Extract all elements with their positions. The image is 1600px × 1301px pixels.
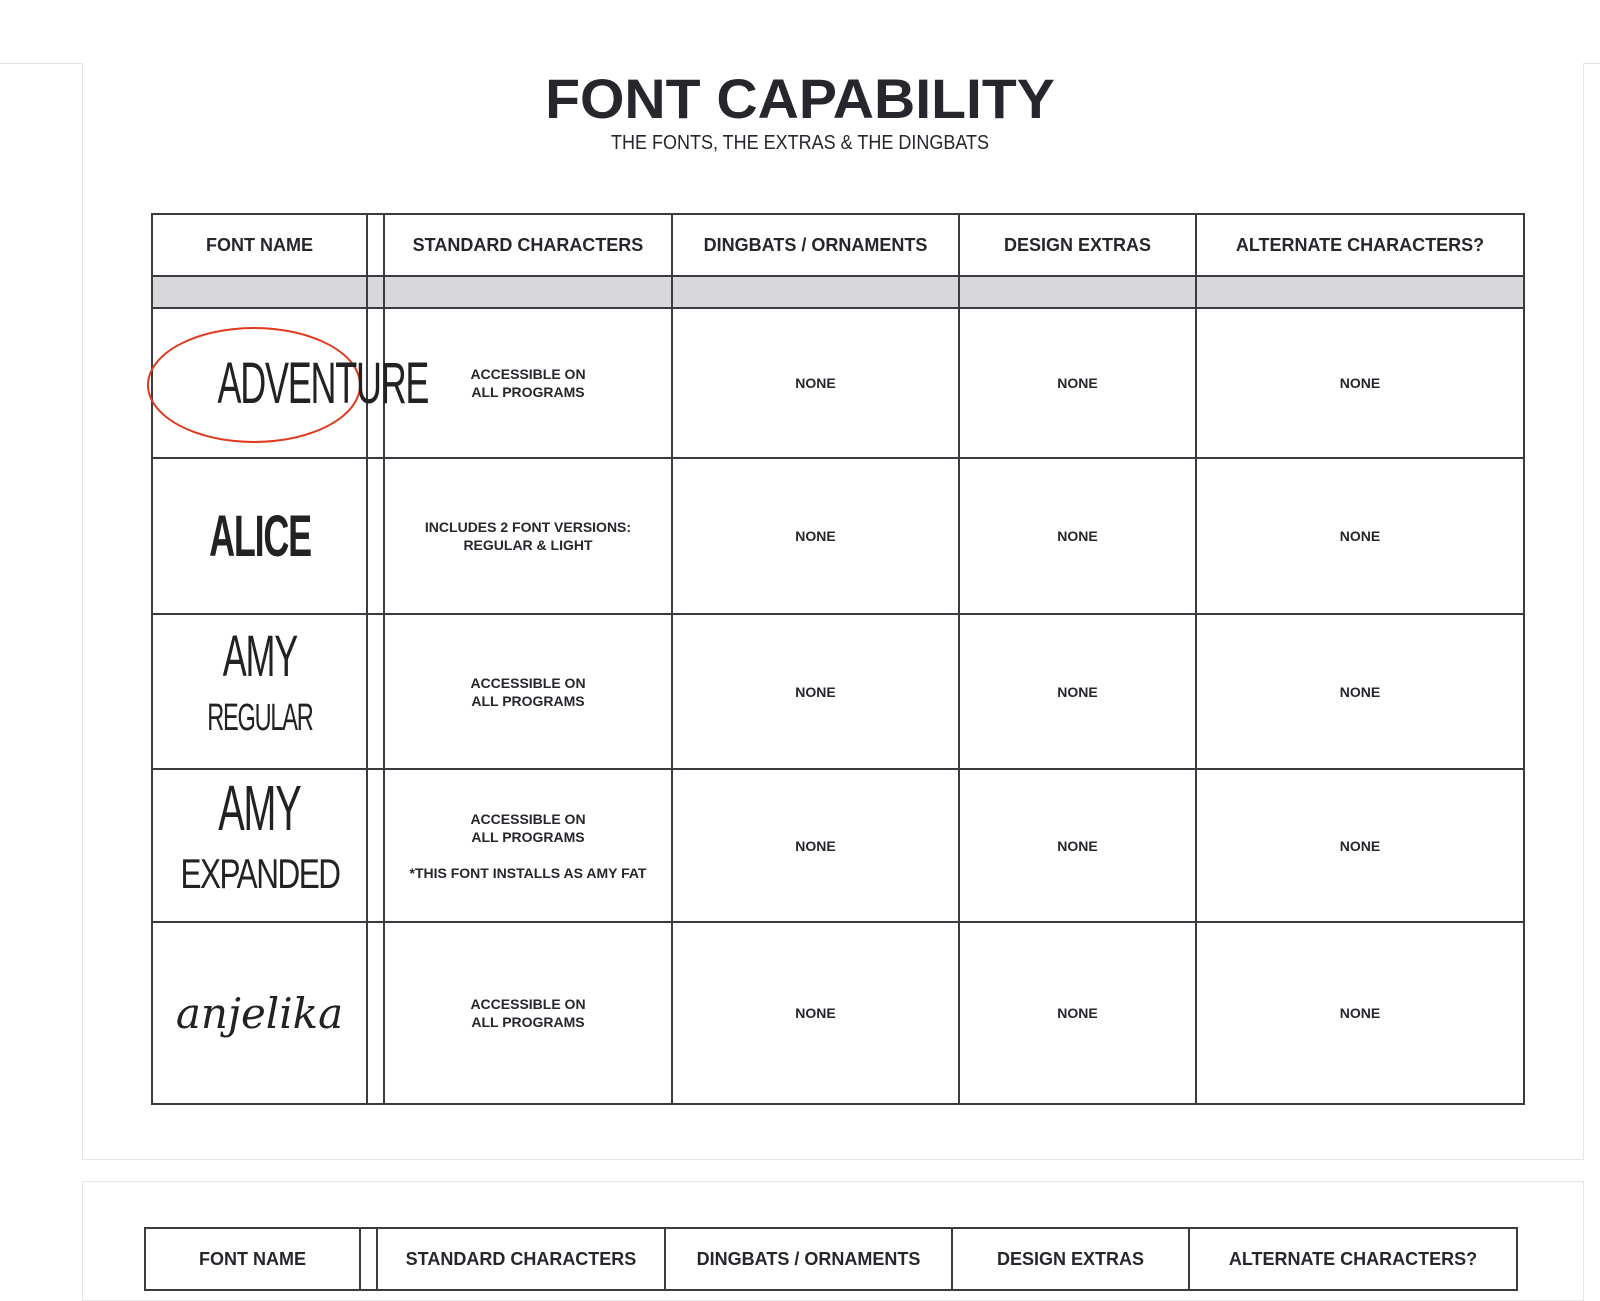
header-font-name: FONT NAME [145,1228,360,1290]
gray-row [152,276,1524,308]
font-capability-table-2 [144,1227,1518,1291]
dingbats-value: NONE [672,308,959,458]
dingbats-value: NONE [672,458,959,614]
table-row [152,458,1524,614]
font-name-line2: REGULAR [206,697,313,739]
standard-text: ACCESSIBLE ON [470,810,586,827]
header-standard: STANDARD CHARACTERS [377,1228,665,1290]
standard-text-2: ALL PROGRAMS [471,692,585,709]
alternates-value: NONE [1196,769,1524,922]
header-extras: DESIGN EXTRAS [959,214,1196,276]
header-dingbats: DINGBATS / ORNAMENTS [665,1228,952,1290]
font-name: AMY [218,771,301,844]
table-row [152,614,1524,769]
table-row [152,769,1524,922]
font-name: ADVENTURE [217,350,429,416]
standard-text: ACCESSIBLE ON [470,674,586,691]
header-standard: STANDARD CHARACTERS [384,214,672,276]
alternates-value: NONE [1196,458,1524,614]
standard-text: ACCESSIBLE ON [470,996,586,1012]
header-font-name: FONT NAME [152,214,367,276]
alternates-value: NONE [1196,922,1524,1104]
document-subtitle: THE FONTS, THE EXTRAS & THE DINGBATS [610,132,990,154]
spacer-cell [367,214,384,276]
header-dingbats: DINGBATS / ORNAMENTS [672,214,959,276]
font-name: anjelika [175,988,344,1038]
extras-value: NONE [959,458,1196,614]
table-row [152,308,1524,458]
standard-text-2: ALL PROGRAMS [471,828,585,845]
standard-text-2: ALL PROGRAMS [471,1014,585,1030]
header-extras: DESIGN EXTRAS [952,1228,1189,1290]
spacer-cell [360,1228,377,1290]
header-alternates: ALTERNATE CHARACTERS? [1189,1228,1517,1290]
install-note: *THIS FONT INSTALLS AS AMY FAT [409,864,647,881]
extras-value: NONE [959,308,1196,458]
dingbats-value: NONE [672,769,959,922]
header-alternates: ALTERNATE CHARACTERS? [1196,214,1524,276]
top-bar [0,0,1600,64]
font-name-line2: EXPANDED [180,849,339,897]
alternates-value: NONE [1196,614,1524,769]
dingbats-value: NONE [672,614,959,769]
font-name: AMY [222,624,297,689]
table-row [152,922,1524,1104]
alternates-value: NONE [1196,308,1524,458]
extras-value: NONE [959,922,1196,1104]
document-title: FONT CAPABILITY [545,67,1055,130]
standard-text-2: REGULAR & LIGHT [463,537,593,553]
standard-text: INCLUDES 2 FONT VERSIONS: [424,519,632,535]
font-capability-table [151,213,1525,1105]
dingbats-value: NONE [672,922,959,1104]
standard-text-2: ALL PROGRAMS [471,384,585,400]
standard-text: ACCESSIBLE ON [470,366,586,382]
extras-value: NONE [959,614,1196,769]
font-name: ALICE [208,503,311,569]
extras-value: NONE [959,769,1196,922]
